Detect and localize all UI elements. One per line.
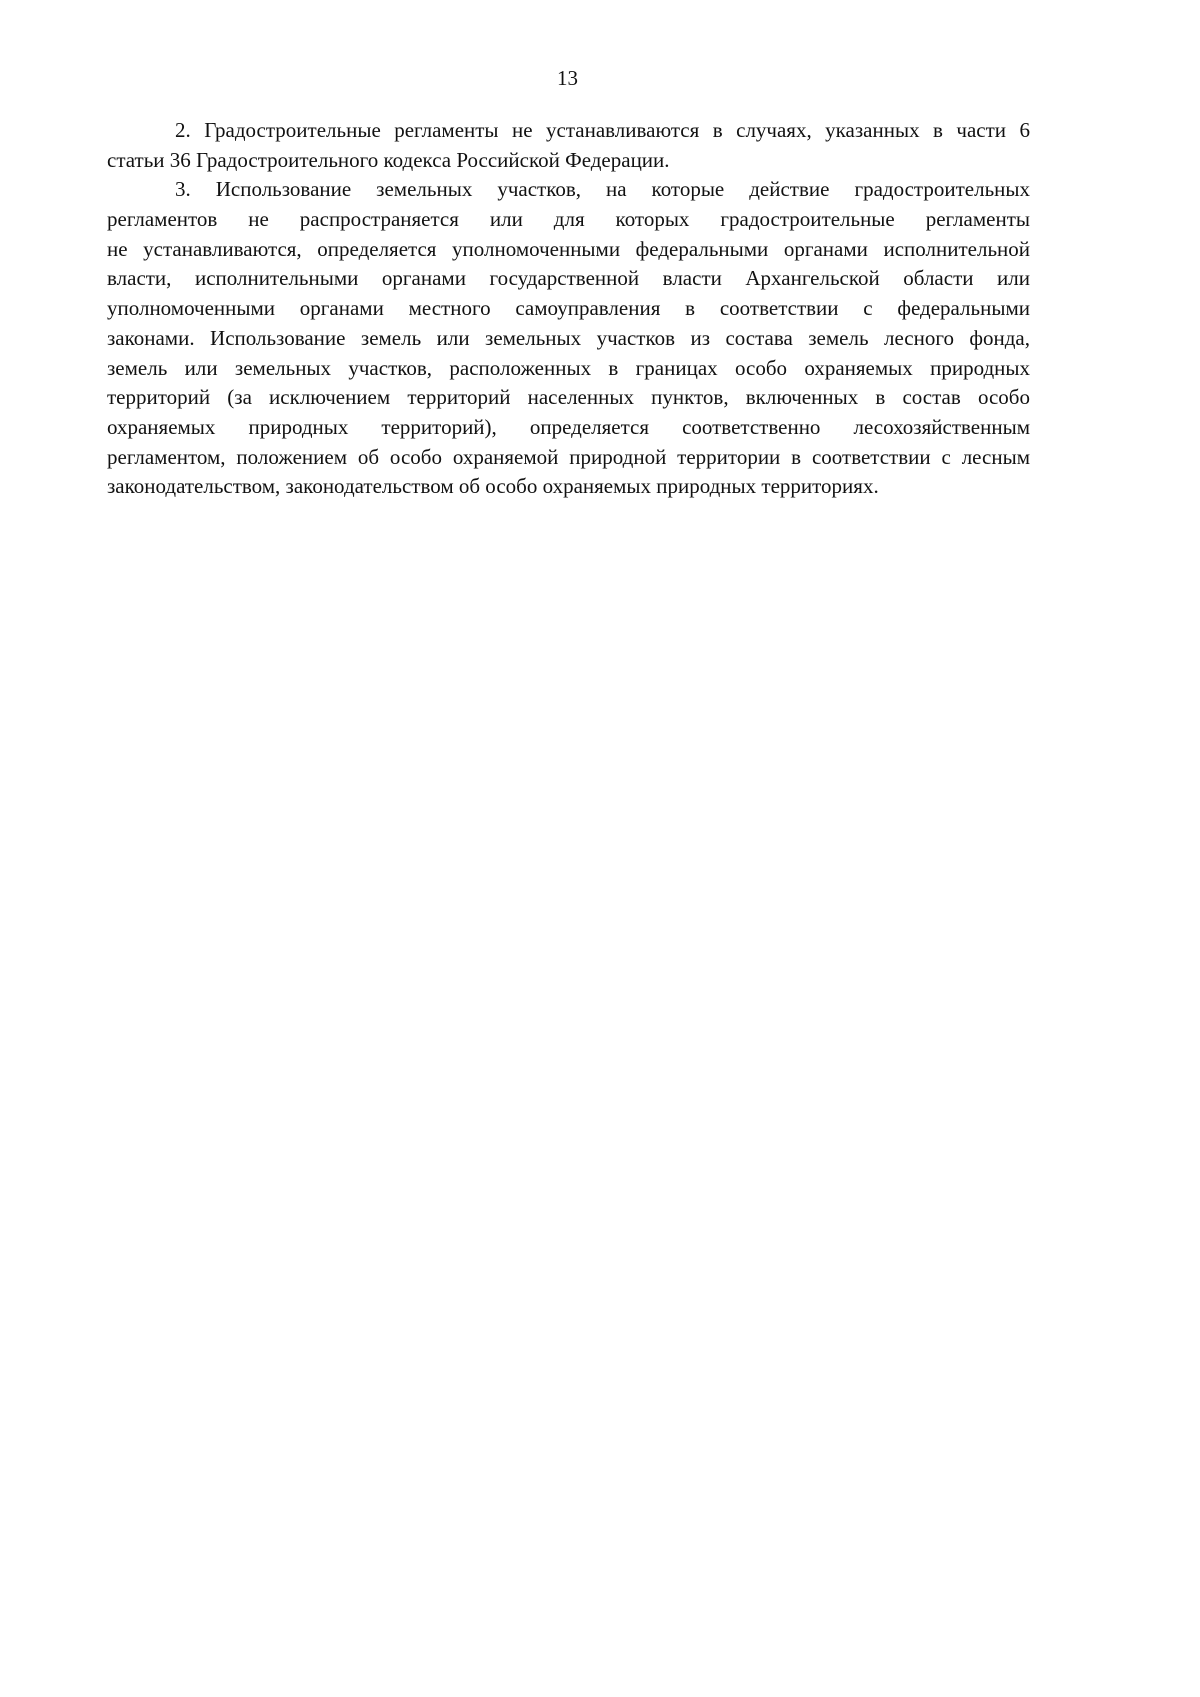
paragraph-2 bbox=[107, 116, 1030, 175]
text-line: 2. Градостроительные регламенты не устанавливаются в случаях, указанных в части 6 bbox=[175, 118, 1030, 142]
text-line: регламентов не распространяется или для которых градостроительные регламенты bbox=[107, 207, 1030, 232]
text-line: 3. Использование земельных участков, на которые действие градостроительных bbox=[175, 177, 1030, 202]
text-line: регламентом, положением об особо охраняемой природной территории в соответствии с лесным bbox=[107, 444, 1030, 469]
document-body bbox=[107, 116, 1030, 502]
text-line: законами. Использование земель или земельных участков из состава земель лесного фонда, bbox=[107, 325, 1030, 350]
text-line: власти, исполнительными органами государственной власти Архангельской области или bbox=[107, 266, 1030, 291]
text-line: законодательством, законодательством об особо охраняемых природных территориях. bbox=[107, 474, 879, 499]
text-line: территорий (за исключением территорий населенных пунктов, включенных в состав особо bbox=[107, 385, 1030, 410]
page-number: 13 bbox=[557, 66, 578, 90]
text-line: уполномоченными органами местного самоуправления в соответствии с федеральными bbox=[107, 296, 1030, 321]
text-line: охраняемых природных территорий), определяется соответственно лесохозяйственным bbox=[107, 414, 1030, 439]
text-line: земель или земельных участков, расположенных в границах особо охраняемых природных bbox=[107, 355, 1030, 380]
text-line: статьи 36 Градостроительного кодекса Российской Федерации. bbox=[107, 147, 670, 172]
paragraph-3 bbox=[107, 175, 1030, 502]
text-line: не устанавливаются, определяется уполномоченными федеральными органами исполнительной bbox=[107, 236, 1030, 261]
